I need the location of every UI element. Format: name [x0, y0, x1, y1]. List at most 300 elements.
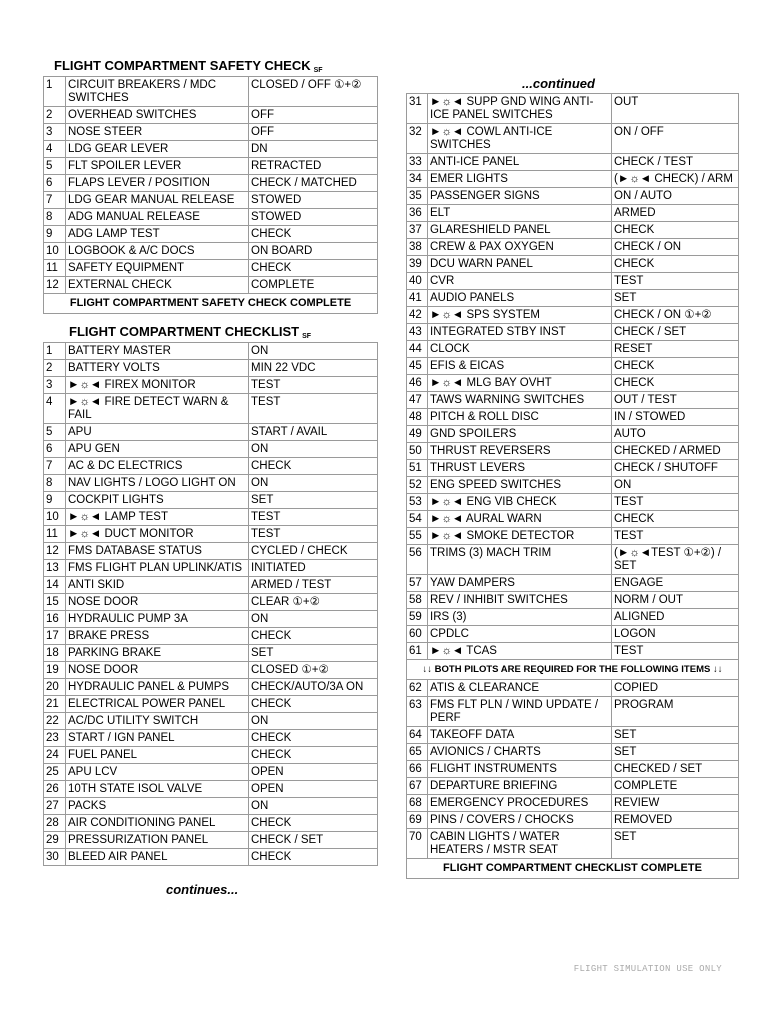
item-action: CHECK: [249, 260, 378, 277]
item-action: ON: [249, 798, 378, 815]
checklist-row: [407, 575, 739, 592]
item-action: SET: [249, 645, 378, 662]
checklist-row: [44, 277, 378, 294]
checklist-row: [44, 458, 378, 475]
item-action: CHECK: [249, 747, 378, 764]
item-action: CHECK: [612, 222, 739, 239]
item-number: 13: [44, 560, 66, 577]
checklist-row: [407, 154, 739, 171]
item-name: START / IGN PANEL: [66, 730, 249, 747]
checklist-row: [407, 528, 739, 545]
checklist-row: [44, 343, 378, 360]
checklist-row: [407, 744, 739, 761]
item-action: ON: [249, 441, 378, 458]
item-name: SAFETY EQUIPMENT: [66, 260, 249, 277]
item-name: HYDRAULIC PANEL & PUMPS: [66, 679, 249, 696]
item-name: PACKS: [66, 798, 249, 815]
item-name: ►☼◄ TCAS: [428, 643, 612, 660]
item-name: TRIMS (3) MACH TRIM: [428, 545, 612, 575]
item-action: TEST: [249, 526, 378, 543]
checklist-row: [407, 409, 739, 426]
item-number: 8: [44, 209, 66, 226]
checklist-row: [44, 141, 378, 158]
item-action: CHECKED / ARMED: [612, 443, 739, 460]
safety-check-complete-label: FLIGHT COMPARTMENT SAFETY CHECK COMPLETE: [44, 294, 378, 314]
checklist-row: [407, 222, 739, 239]
item-action: SET: [612, 829, 739, 859]
item-name: DEPARTURE BRIEFING: [428, 778, 612, 795]
checklist-rows-right-b: [407, 680, 739, 859]
item-name: TAWS WARNING SWITCHES: [428, 392, 612, 409]
item-name: CABIN LIGHTS / WATER HEATERS / MSTR SEAT: [428, 829, 612, 859]
item-number: 27: [44, 798, 66, 815]
checklist-row: [407, 375, 739, 392]
item-number: 25: [44, 764, 66, 781]
checklist-row: [407, 443, 739, 460]
item-number: 52: [407, 477, 428, 494]
item-name: PITCH & ROLL DISC: [428, 409, 612, 426]
item-action: CHECK: [612, 375, 739, 392]
item-name: ADG LAMP TEST: [66, 226, 249, 243]
checklist-row: [44, 662, 378, 679]
item-number: 32: [407, 124, 428, 154]
item-action: AUTO: [612, 426, 739, 443]
checklist-row: [44, 243, 378, 260]
item-name: FMS FLT PLN / WIND UPDATE / PERF: [428, 697, 612, 727]
item-number: 1: [44, 343, 66, 360]
item-action: CHECK/AUTO/3A ON: [249, 679, 378, 696]
item-action: CHECK / MATCHED: [249, 175, 378, 192]
checklist-row: [44, 747, 378, 764]
item-number: 19: [44, 662, 66, 679]
checklist-row: [44, 441, 378, 458]
item-name: FMS FLIGHT PLAN UPLINK/ATIS: [66, 560, 249, 577]
checklist-row: [407, 358, 739, 375]
checklist-row: [407, 592, 739, 609]
item-number: 59: [407, 609, 428, 626]
item-number: 46: [407, 375, 428, 392]
item-number: 3: [44, 124, 66, 141]
item-name: EMER LIGHTS: [428, 171, 612, 188]
item-number: 34: [407, 171, 428, 188]
item-name: ►☼◄ SUPP GND WING ANTI-ICE PANEL SWITCHES: [428, 94, 612, 124]
checklist-rows-left: [44, 343, 378, 866]
item-action: OPEN: [249, 781, 378, 798]
checklist-row: [44, 560, 378, 577]
checklist-row: [407, 829, 739, 859]
item-number: 9: [44, 226, 66, 243]
item-action: CHECK / SHUTOFF: [612, 460, 739, 477]
item-name: IRS (3): [428, 609, 612, 626]
item-action: ON: [249, 475, 378, 492]
item-name: ADG MANUAL RELEASE: [66, 209, 249, 226]
item-action: CHECKED / SET: [612, 761, 739, 778]
item-number: 49: [407, 426, 428, 443]
item-number: 47: [407, 392, 428, 409]
item-action: TEST: [612, 273, 739, 290]
item-name: REV / INHIBIT SWITCHES: [428, 592, 612, 609]
item-number: 4: [44, 394, 66, 424]
checklist-row: [407, 341, 739, 358]
item-name: CIRCUIT BREAKERS / MDC SWITCHES: [66, 77, 249, 107]
item-number: 39: [407, 256, 428, 273]
item-name: ►☼◄ SPS SYSTEM: [428, 307, 612, 324]
item-name: NOSE STEER: [66, 124, 249, 141]
item-action: SET: [612, 744, 739, 761]
item-action: SET: [612, 290, 739, 307]
checklist-row: [44, 394, 378, 424]
checklist-row: [44, 781, 378, 798]
item-number: 15: [44, 594, 66, 611]
item-number: 33: [407, 154, 428, 171]
item-name: FUEL PANEL: [66, 747, 249, 764]
item-action: TEST: [612, 528, 739, 545]
item-number: 6: [44, 441, 66, 458]
item-number: 63: [407, 697, 428, 727]
checklist-row: [407, 239, 739, 256]
item-action: OUT: [612, 94, 739, 124]
item-name: HYDRAULIC PUMP 3A: [66, 611, 249, 628]
item-action: ON: [249, 611, 378, 628]
item-number: 24: [44, 747, 66, 764]
checklist-row: [407, 426, 739, 443]
item-action: CHECK / SET: [612, 324, 739, 341]
item-action: OPEN: [249, 764, 378, 781]
item-number: 10: [44, 509, 66, 526]
item-number: 68: [407, 795, 428, 812]
checklist-row: [44, 713, 378, 730]
checklist-row: [407, 697, 739, 727]
checklist-row: [44, 594, 378, 611]
checklist-row: [407, 460, 739, 477]
item-action: CHECK: [249, 628, 378, 645]
checklist-row: [44, 696, 378, 713]
footer-note: FLIGHT SIMULATION USE ONLY: [573, 964, 722, 974]
item-number: 50: [407, 443, 428, 460]
item-number: 5: [44, 158, 66, 175]
safety-check-title-suffix: SF: [313, 67, 323, 74]
item-number: 38: [407, 239, 428, 256]
item-name: APU LCV: [66, 764, 249, 781]
item-action: START / AVAIL: [249, 424, 378, 441]
item-action: SET: [249, 492, 378, 509]
item-name: ►☼◄ ENG VIB CHECK: [428, 494, 612, 511]
item-action: LOGON: [612, 626, 739, 643]
item-action: TEST: [249, 377, 378, 394]
item-name: YAW DAMPERS: [428, 575, 612, 592]
item-action: REMOVED: [612, 812, 739, 829]
checklist-row: [407, 626, 739, 643]
item-number: 6: [44, 175, 66, 192]
item-number: 54: [407, 511, 428, 528]
checklist-row: [407, 324, 739, 341]
item-action: CHECK / ON: [612, 239, 739, 256]
checklist-row: [44, 360, 378, 377]
item-name: ►☼◄ MLG BAY OVHT: [428, 375, 612, 392]
item-number: 14: [44, 577, 66, 594]
item-name: ELECTRICAL POWER PANEL: [66, 696, 249, 713]
checklist-title-suffix: SF: [302, 333, 312, 340]
both-pilots-notice-row: [407, 660, 739, 680]
item-name: ►☼◄ DUCT MONITOR: [66, 526, 249, 543]
item-number: 44: [407, 341, 428, 358]
item-number: 51: [407, 460, 428, 477]
item-action: CLOSED / OFF ①+②: [249, 77, 378, 107]
item-name: EFIS & EICAS: [428, 358, 612, 375]
checklist-row: [44, 158, 378, 175]
item-action: ENGAGE: [612, 575, 739, 592]
item-name: ►☼◄ AURAL WARN: [428, 511, 612, 528]
item-action: TEST: [249, 509, 378, 526]
item-action: CYCLED / CHECK: [249, 543, 378, 560]
item-action: COMPLETE: [249, 277, 378, 294]
item-action: TEST: [612, 643, 739, 660]
item-name: ATIS & CLEARANCE: [428, 680, 612, 697]
checklist-row: [44, 628, 378, 645]
item-number: 67: [407, 778, 428, 795]
item-name: ANTI SKID: [66, 577, 249, 594]
item-name: AVIONICS / CHARTS: [428, 744, 612, 761]
checklist-row: [407, 727, 739, 744]
item-action: (►☼◄TEST ①+②) / SET: [612, 545, 739, 575]
item-number: 37: [407, 222, 428, 239]
item-action: CHECK: [612, 256, 739, 273]
item-name: CPDLC: [428, 626, 612, 643]
item-number: 8: [44, 475, 66, 492]
item-number: 70: [407, 829, 428, 859]
item-number: 53: [407, 494, 428, 511]
item-name: ►☼◄ COWL ANTI-ICE SWITCHES: [428, 124, 612, 154]
item-number: 62: [407, 680, 428, 697]
item-number: 12: [44, 543, 66, 560]
checklist-row: [44, 543, 378, 560]
checklist-title: FLIGHT COMPARTMENT CHECKLIST: [69, 324, 300, 339]
item-action: ON: [612, 477, 739, 494]
item-number: 7: [44, 458, 66, 475]
item-name: ►☼◄ SMOKE DETECTOR: [428, 528, 612, 545]
item-number: 65: [407, 744, 428, 761]
checklist-row: [44, 107, 378, 124]
item-name: PARKING BRAKE: [66, 645, 249, 662]
item-action: CHECK: [612, 511, 739, 528]
item-number: 23: [44, 730, 66, 747]
safety-check-rows: [44, 77, 378, 294]
item-number: 28: [44, 815, 66, 832]
checklist-row: [44, 77, 378, 107]
item-number: 2: [44, 360, 66, 377]
checklist-table-left: [43, 342, 378, 866]
checklist-row: [44, 492, 378, 509]
item-action: CHECK: [249, 458, 378, 475]
item-name: AUDIO PANELS: [428, 290, 612, 307]
checklist-row: [407, 256, 739, 273]
item-name: FMS DATABASE STATUS: [66, 543, 249, 560]
item-action: SET: [612, 727, 739, 744]
item-number: 1: [44, 77, 66, 107]
checklist-row: [407, 795, 739, 812]
item-action: MIN 22 VDC: [249, 360, 378, 377]
item-number: 11: [44, 260, 66, 277]
item-number: 21: [44, 696, 66, 713]
item-name: INTEGRATED STBY INST: [428, 324, 612, 341]
checklist-row: [407, 307, 739, 324]
both-pilots-notice: ↓↓ BOTH PILOTS ARE REQUIRED FOR THE FOLLOWING ITEMS ↓↓: [407, 660, 739, 680]
checklist-row: [44, 260, 378, 277]
item-number: 61: [407, 643, 428, 660]
item-action: CHECK: [249, 226, 378, 243]
item-action: OFF: [249, 107, 378, 124]
item-name: NOSE DOOR: [66, 662, 249, 679]
item-number: 31: [407, 94, 428, 124]
item-number: 12: [44, 277, 66, 294]
item-name: LDG GEAR MANUAL RELEASE: [66, 192, 249, 209]
checklist-row: [44, 377, 378, 394]
checklist-row: [44, 124, 378, 141]
checklist-row: [44, 645, 378, 662]
item-name: THRUST LEVERS: [428, 460, 612, 477]
item-action: COMPLETE: [612, 778, 739, 795]
item-name: ►☼◄ LAMP TEST: [66, 509, 249, 526]
safety-check-complete-row: [44, 294, 378, 314]
item-name: APU: [66, 424, 249, 441]
item-action: STOWED: [249, 192, 378, 209]
item-number: 26: [44, 781, 66, 798]
item-name: LDG GEAR LEVER: [66, 141, 249, 158]
item-name: DCU WARN PANEL: [428, 256, 612, 273]
checklist-row: [44, 611, 378, 628]
item-name: ELT: [428, 205, 612, 222]
continued-label: ...continued: [522, 76, 595, 91]
item-name: BATTERY MASTER: [66, 343, 249, 360]
item-number: 3: [44, 377, 66, 394]
item-action: ON: [249, 713, 378, 730]
checklist-row: [407, 511, 739, 528]
item-name: PRESSURIZATION PANEL: [66, 832, 249, 849]
checklist-row: [407, 171, 739, 188]
item-name: PINS / COVERS / CHOCKS: [428, 812, 612, 829]
checklist-row: [407, 545, 739, 575]
item-number: 17: [44, 628, 66, 645]
item-name: AC & DC ELECTRICS: [66, 458, 249, 475]
checklist-row: [44, 849, 378, 866]
item-number: 48: [407, 409, 428, 426]
checklist-row: [407, 94, 739, 124]
item-action: CHECK / ON ①+②: [612, 307, 739, 324]
checklist-row: [407, 273, 739, 290]
item-name: COCKPIT LIGHTS: [66, 492, 249, 509]
item-name: CVR: [428, 273, 612, 290]
checklist-row: [407, 290, 739, 307]
item-action: COPIED: [612, 680, 739, 697]
item-action: CLEAR ①+②: [249, 594, 378, 611]
item-action: REVIEW: [612, 795, 739, 812]
item-name: NAV LIGHTS / LOGO LIGHT ON: [66, 475, 249, 492]
item-name: BLEED AIR PANEL: [66, 849, 249, 866]
item-name: AIR CONDITIONING PANEL: [66, 815, 249, 832]
checklist-row: [44, 475, 378, 492]
item-action: RETRACTED: [249, 158, 378, 175]
checklist-row: [407, 494, 739, 511]
checklist-heading: [69, 324, 311, 340]
item-number: 64: [407, 727, 428, 744]
item-number: 7: [44, 192, 66, 209]
item-action: OUT / TEST: [612, 392, 739, 409]
item-action: CLOSED ①+②: [249, 662, 378, 679]
item-name: EMERGENCY PROCEDURES: [428, 795, 612, 812]
item-name: FLT SPOILER LEVER: [66, 158, 249, 175]
item-action: ON / AUTO: [612, 188, 739, 205]
item-number: 22: [44, 713, 66, 730]
item-action: ARMED / TEST: [249, 577, 378, 594]
item-name: LOGBOOK & A/C DOCS: [66, 243, 249, 260]
item-number: 36: [407, 205, 428, 222]
item-number: 56: [407, 545, 428, 575]
item-number: 4: [44, 141, 66, 158]
item-action: ON / OFF: [612, 124, 739, 154]
item-name: NOSE DOOR: [66, 594, 249, 611]
item-number: 42: [407, 307, 428, 324]
item-number: 5: [44, 424, 66, 441]
item-name: CLOCK: [428, 341, 612, 358]
item-name: ENG SPEED SWITCHES: [428, 477, 612, 494]
checklist-row: [44, 764, 378, 781]
item-action: CHECK / TEST: [612, 154, 739, 171]
item-action: CHECK: [249, 696, 378, 713]
item-name: OVERHEAD SWITCHES: [66, 107, 249, 124]
checklist-row: [44, 226, 378, 243]
item-number: 41: [407, 290, 428, 307]
item-number: 66: [407, 761, 428, 778]
item-name: TAKEOFF DATA: [428, 727, 612, 744]
safety-check-table: [43, 76, 378, 314]
item-name: THRUST REVERSERS: [428, 443, 612, 460]
item-action: IN / STOWED: [612, 409, 739, 426]
checklist-row: [44, 815, 378, 832]
checklist-table-right: [406, 93, 739, 879]
checklist-row: [407, 609, 739, 626]
item-number: 10: [44, 243, 66, 260]
checklist-row: [407, 643, 739, 660]
checklist-row: [44, 192, 378, 209]
item-name: ►☼◄ FIRE DETECT WARN & FAIL: [66, 394, 249, 424]
item-name: GND SPOILERS: [428, 426, 612, 443]
checklist-row: [44, 832, 378, 849]
item-action: CHECK: [249, 849, 378, 866]
item-action: CHECK / SET: [249, 832, 378, 849]
item-action: INITIATED: [249, 560, 378, 577]
item-action: TEST: [612, 494, 739, 511]
item-name: FLAPS LEVER / POSITION: [66, 175, 249, 192]
checklist-row: [407, 680, 739, 697]
item-action: STOWED: [249, 209, 378, 226]
item-action: (►☼◄ CHECK) / ARM: [612, 171, 739, 188]
item-name: EXTERNAL CHECK: [66, 277, 249, 294]
item-number: 57: [407, 575, 428, 592]
checklist-complete-label: FLIGHT COMPARTMENT CHECKLIST COMPLETE: [407, 859, 739, 879]
item-name: CREW & PAX OXYGEN: [428, 239, 612, 256]
safety-check-title: FLIGHT COMPARTMENT SAFETY CHECK: [54, 58, 311, 73]
item-action: CHECK: [249, 730, 378, 747]
item-number: 55: [407, 528, 428, 545]
item-action: OFF: [249, 124, 378, 141]
checklist-row: [44, 526, 378, 543]
checklist-row: [407, 205, 739, 222]
item-name: ►☼◄ FIREX MONITOR: [66, 377, 249, 394]
continues-label: continues...: [166, 882, 239, 897]
item-number: 2: [44, 107, 66, 124]
item-action: ARMED: [612, 205, 739, 222]
item-name: AC/DC UTILITY SWITCH: [66, 713, 249, 730]
